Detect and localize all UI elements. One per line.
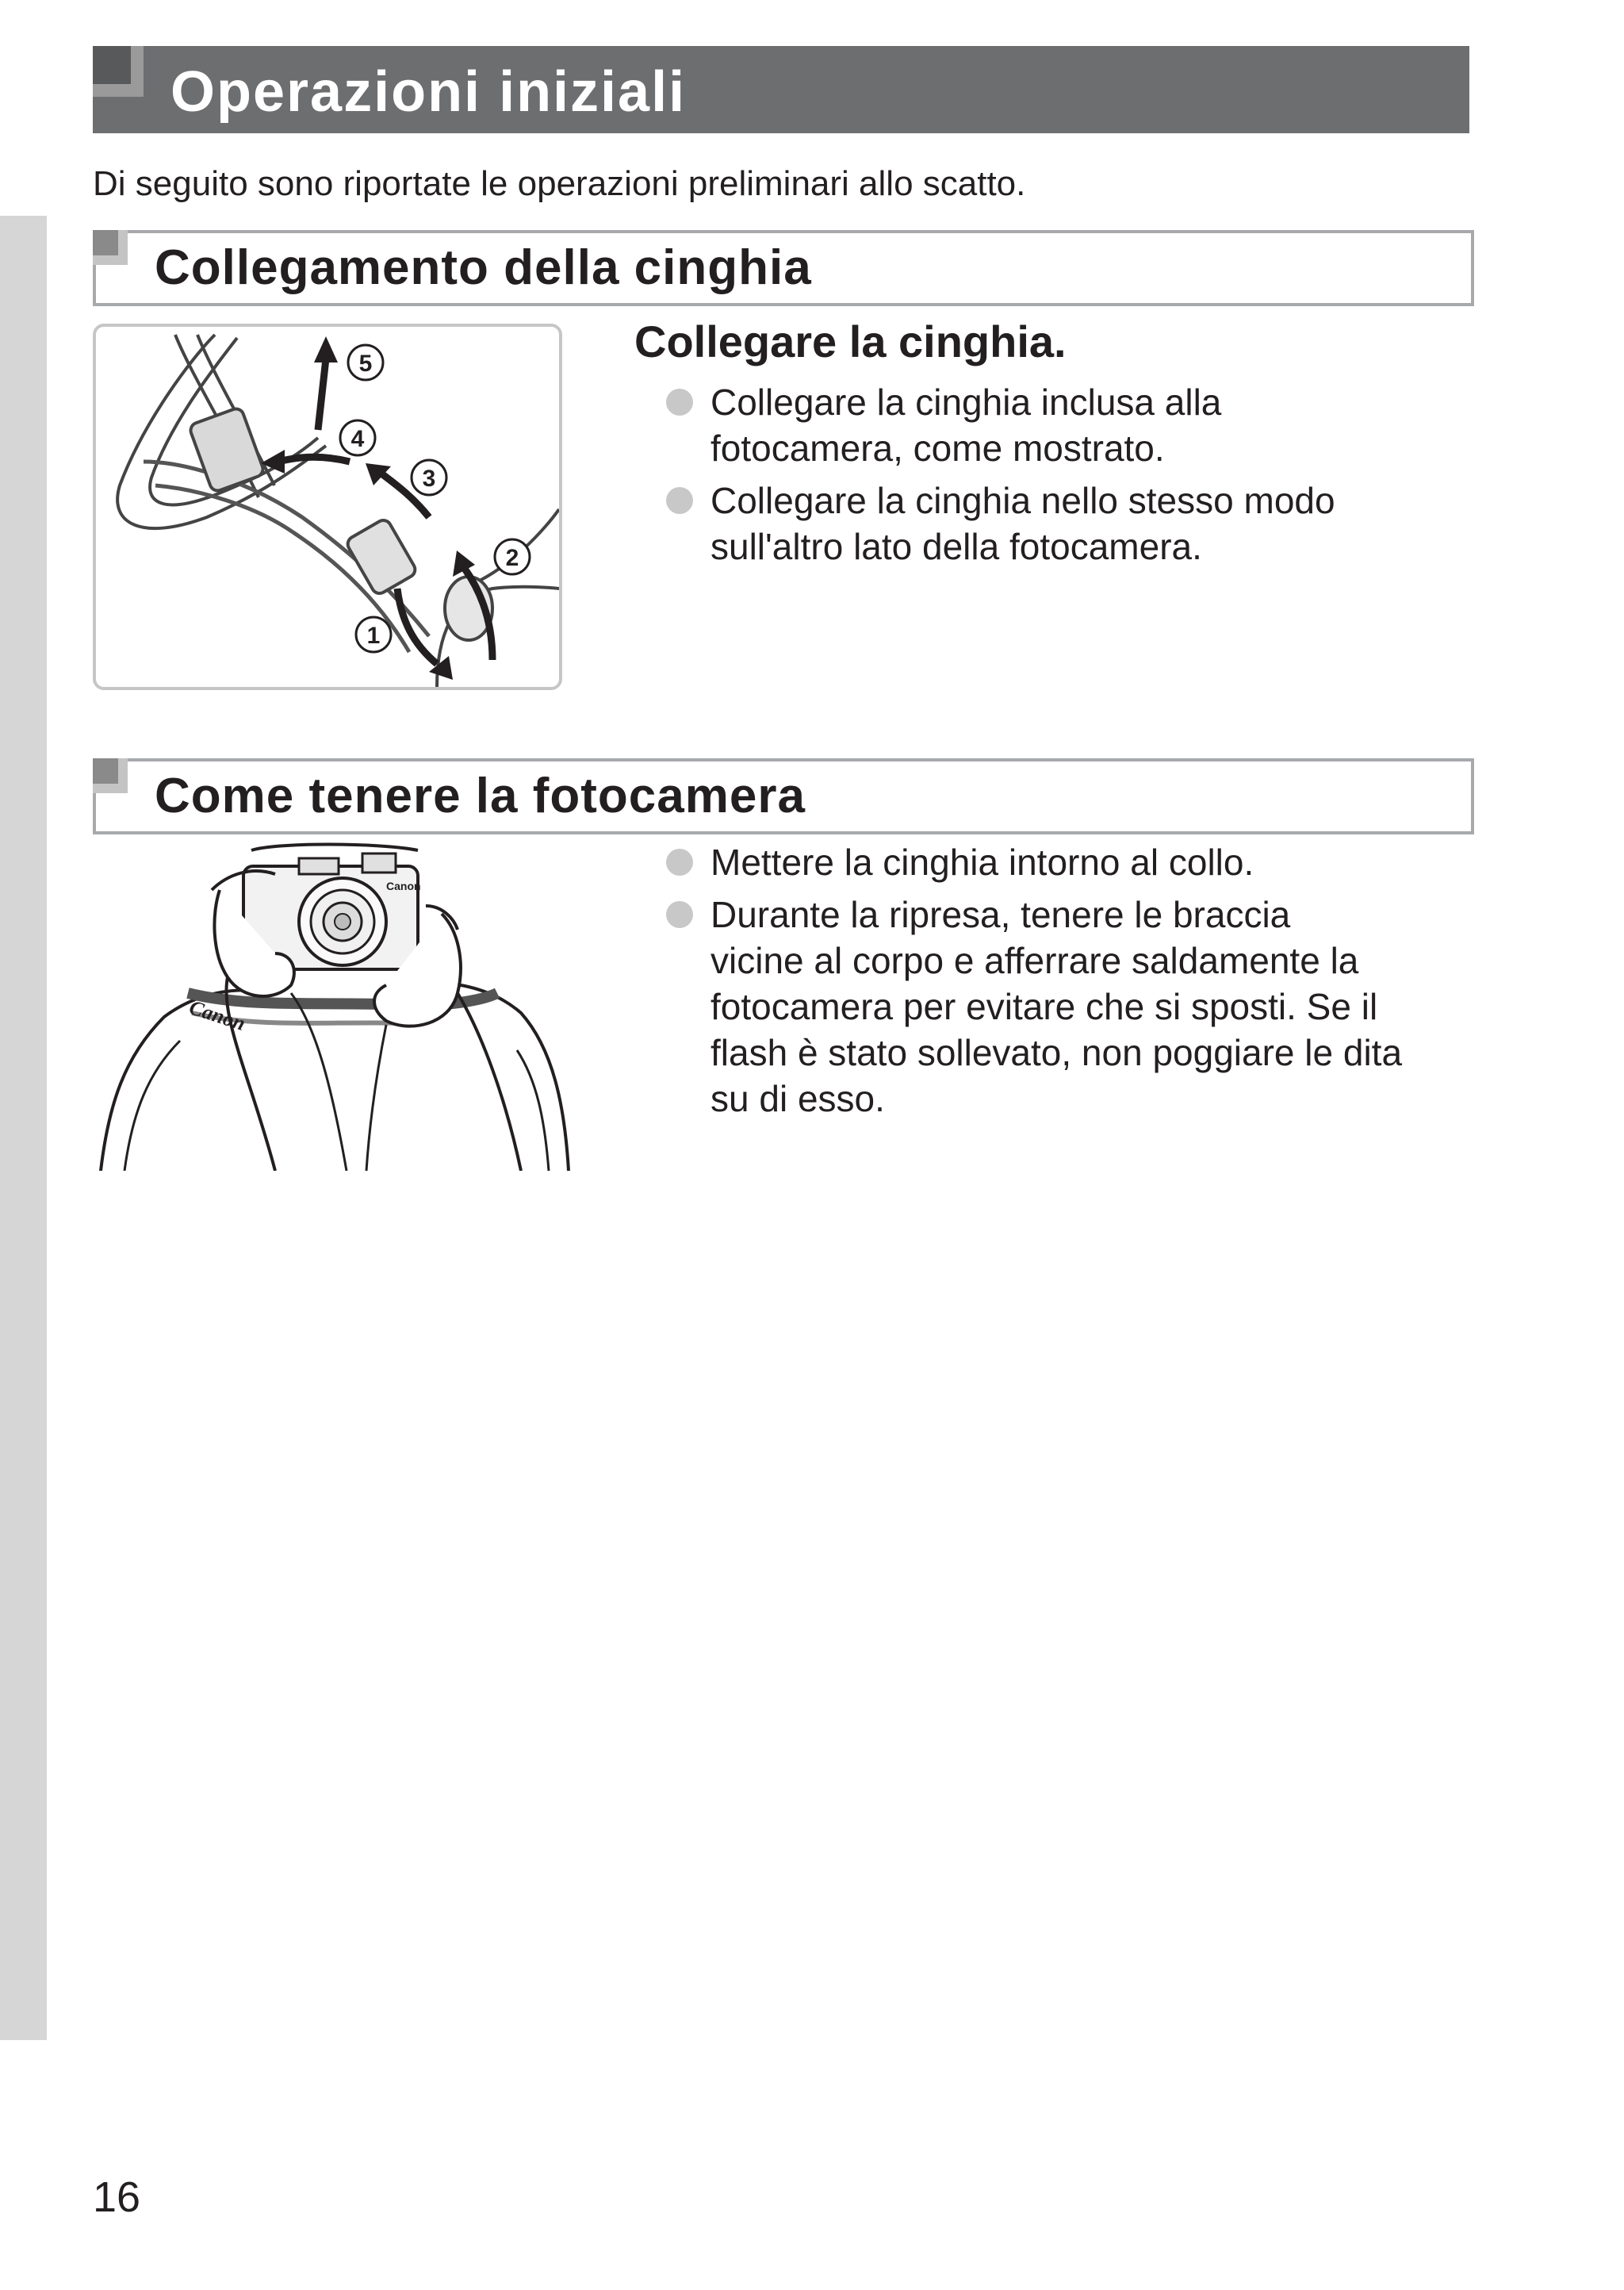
bullet-dot-icon [666, 901, 693, 928]
strap-step-3: 3 [422, 466, 436, 492]
holding-camera-illustration [93, 842, 576, 1171]
section-square-decoration-dark [93, 758, 118, 784]
list-item [666, 892, 1402, 1122]
bullet-line: su di esso. [710, 1078, 885, 1119]
bullet-line: flash è stato sollevato, non poggiare le dita [710, 1032, 1403, 1073]
page-number: 16 [93, 2173, 141, 2221]
bullet-line: fotocamera per evitare che si sposti. Se il [710, 986, 1378, 1027]
list-item [666, 379, 1335, 471]
camera-brand-text: Canon [386, 880, 421, 892]
bullet-line: Mettere la cinghia intorno al collo. [710, 842, 1254, 883]
strap-step-1: 1 [366, 623, 381, 649]
bullet-line: sull'altro lato della fotocamera. [710, 526, 1202, 567]
step-title-attach-strap: Collegare la cinghia. [634, 316, 1067, 366]
strap-bullet-list [666, 379, 1335, 576]
bullet-line: vicine al corpo e afferrare saldamente la [710, 940, 1359, 981]
section-square-decoration-dark [93, 230, 118, 255]
strap-step-2: 2 [505, 545, 519, 571]
strap-drawing [96, 327, 559, 687]
page-title: Operazioni iniziali [170, 60, 687, 124]
bullet-line: fotocamera, come mostrato. [710, 428, 1165, 469]
strap-step-5: 5 [358, 351, 373, 377]
side-tab-strip [0, 216, 47, 2040]
holding-drawing [93, 842, 576, 1171]
section-heading-strap: Collegamento della cinghia [155, 240, 812, 295]
bullet-dot-icon [666, 487, 693, 514]
bullet-line: Durante la ripresa, tenere le braccia [710, 894, 1291, 935]
strap-step-4: 4 [350, 426, 365, 452]
bullet-line: Collegare la cinghia inclusa alla [710, 382, 1222, 423]
section-header-hold [93, 758, 1474, 834]
section-heading-hold: Come tenere la fotocamera [155, 769, 806, 823]
intro-text: Di seguito sono riportate le operazioni preliminari allo scatto. [93, 164, 1026, 203]
section-header-strap [93, 230, 1474, 306]
bullet-dot-icon [666, 849, 693, 876]
hold-bullet-list [666, 839, 1402, 1128]
list-item [666, 839, 1402, 885]
list-item [666, 478, 1335, 570]
bullet-dot-icon [666, 389, 693, 416]
strap-attachment-illustration [93, 324, 562, 690]
title-square-decoration-dark [93, 46, 131, 84]
bullet-line: Collegare la cinghia nello stesso modo [710, 480, 1335, 521]
strap-brand-text: Canon [186, 995, 248, 1036]
